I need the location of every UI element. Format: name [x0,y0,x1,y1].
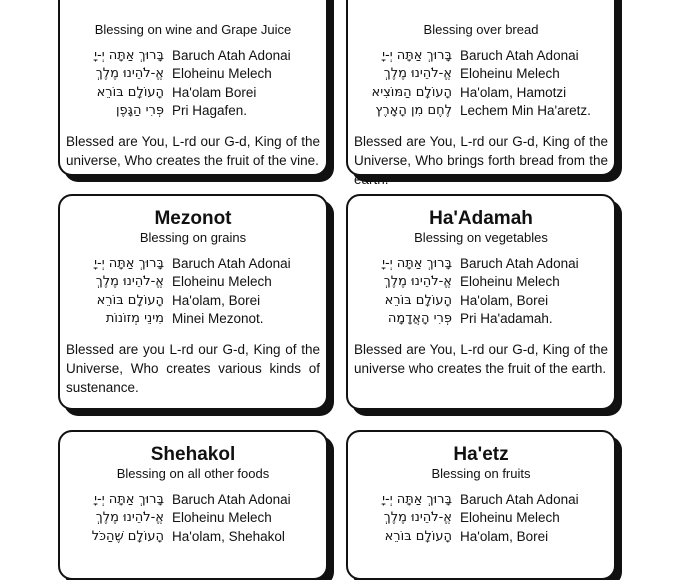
hebrew-text: אֱ-לֹהֵינוּ מֶלֶךְ [383,274,452,290]
transliteration: Ha'olam, Borei [460,528,549,544]
blessing-line [60,254,326,273]
blessing-line [60,310,326,329]
card-translation: Blessed are You, L-rd our G-d, King of the Universe, Who brings forth bread from the earth. [354,134,608,187]
hebrew-text: אֱ-לֹהֵינוּ מֶלֶךְ [95,66,164,82]
transliteration: Ha'olam, Hamotzi [460,84,567,100]
card-title: Shehakol [150,444,236,465]
transliteration: Baruch Atah Adonai [172,491,291,507]
blessing-line [60,291,326,310]
blessing-card-haadamah [346,194,616,410]
blessing-card-bread [346,0,616,187]
transliteration: Pri Hagafen. [172,103,248,119]
hebrew-text: מִינֵי מְזוֹנוֹת [105,311,164,327]
blessing-card-shehakol [58,430,328,580]
hebrew-text: הָעוֹלָם בּוֹרֵא [384,528,452,544]
blessing-line [60,65,326,84]
card-subtitle: Blessing on grains [139,230,247,245]
blessing-line [348,83,614,102]
hebrew-text: הָעוֹלָם בּוֹרֵא [96,292,164,308]
transliteration: Eloheinu Melech [460,66,560,82]
transliteration: Ha'olam Borei [172,84,257,100]
blessing-line [348,527,614,546]
transliteration: Baruch Atah Adonai [460,47,579,63]
card-subtitle: Blessing on fruits [431,466,531,481]
hebrew-text: אֱ-לֹהֵינוּ מֶלֶךְ [383,510,452,526]
card-translation: Blessed are you L-rd our G-d, King of the Universe, Who creates various kinds of sustenance. [66,342,320,395]
hebrew-text: פְּרִי הַגָּפֶן [115,103,164,119]
blessing-line [60,527,326,546]
blessing-card-mezonot [58,194,328,410]
hebrew-text: הָעוֹלָם הַמּוֹצִיא [371,84,452,100]
blessing-line [60,102,326,121]
hebrew-text: בָּרוּךְ אַתָּה יְ-יָ [94,491,164,507]
card-subtitle: Blessing on all other foods [116,466,270,481]
hebrew-text: בָּרוּךְ אַתָּה יְ-יָ [94,255,164,271]
card-title: Ha'Adamah [429,208,533,229]
hebrew-text: אֱ-לֹהֵינוּ מֶלֶךְ [383,66,452,82]
blessing-line [60,46,326,65]
hebrew-text: בָּרוּךְ אַתָּה יְ-יָ [382,255,452,271]
blessing-line [60,83,326,102]
hebrew-text: אֱ-לֹהֵינוּ מֶלֶךְ [95,510,164,526]
transliteration: Baruch Atah Adonai [172,47,291,63]
hebrew-text: לֶחֶם מִן הָאָרֶץ [375,103,452,119]
transliteration: Eloheinu Melech [172,510,272,526]
transliteration: Baruch Atah Adonai [172,255,291,271]
hebrew-text: הָעוֹלָם בּוֹרֵא [96,84,164,100]
transliteration: Eloheinu Melech [172,274,272,290]
card-subtitle: Blessing on vegetables [414,230,548,245]
hebrew-text: אֱ-לֹהֵינוּ מֶלֶךְ [95,274,164,290]
blessing-line [348,291,614,310]
transliteration: Eloheinu Melech [172,66,272,82]
blessing-line [348,65,614,84]
transliteration: Ha'olam, Borei [172,292,261,308]
transliteration: Eloheinu Melech [460,274,560,290]
transliteration: Baruch Atah Adonai [460,255,579,271]
hebrew-text: פְּרִי הָאֲדָמָה [387,311,452,327]
transliteration: Minei Mezonot. [172,311,264,327]
blessing-card-wine [58,0,328,176]
hebrew-text: בָּרוּךְ אַתָּה יְ-יָ [94,47,164,63]
hebrew-text: הָעוֹלָם בּוֹרֵא [384,292,452,308]
blessing-line [60,490,326,509]
transliteration: Ha'olam, Shehakol [172,528,285,544]
card-subtitle: Blessing on wine and Grape Juice [94,22,292,37]
blessing-line [60,273,326,292]
blessing-line [348,46,614,65]
card-title: Mezonot [154,208,232,229]
transliteration: Ha'olam, Borei [460,292,549,308]
transliteration: Pri Ha'adamah. [460,311,553,327]
transliteration: Lechem Min Ha'aretz. [460,103,591,119]
blessing-line [348,273,614,292]
blessing-line [60,509,326,528]
blessing-line [348,490,614,509]
transliteration: Eloheinu Melech [460,510,560,526]
transliteration: Baruch Atah Adonai [460,491,579,507]
blessing-line [348,102,614,121]
hebrew-text: בָּרוּךְ אַתָּה יְ-יָ [382,491,452,507]
blessing-card-haetz [346,430,616,580]
card-translation: Blessed are You, L-rd our G-d, King of the universe, Who creates the fruit of the vine. [66,134,320,168]
card-translation: Blessed are You, L-rd our G-d, King of the universe who creates the fruit of the earth. [354,342,608,376]
hebrew-text: הָעוֹלָם שֶׁהַכֹּל [91,528,164,544]
blessing-line [348,310,614,329]
blessing-line [348,254,614,273]
hebrew-text: בָּרוּךְ אַתָּה יְ-יָ [382,47,452,63]
card-title: Ha'etz [453,444,509,465]
blessing-line [348,509,614,528]
card-subtitle: Blessing over bread [423,22,539,37]
